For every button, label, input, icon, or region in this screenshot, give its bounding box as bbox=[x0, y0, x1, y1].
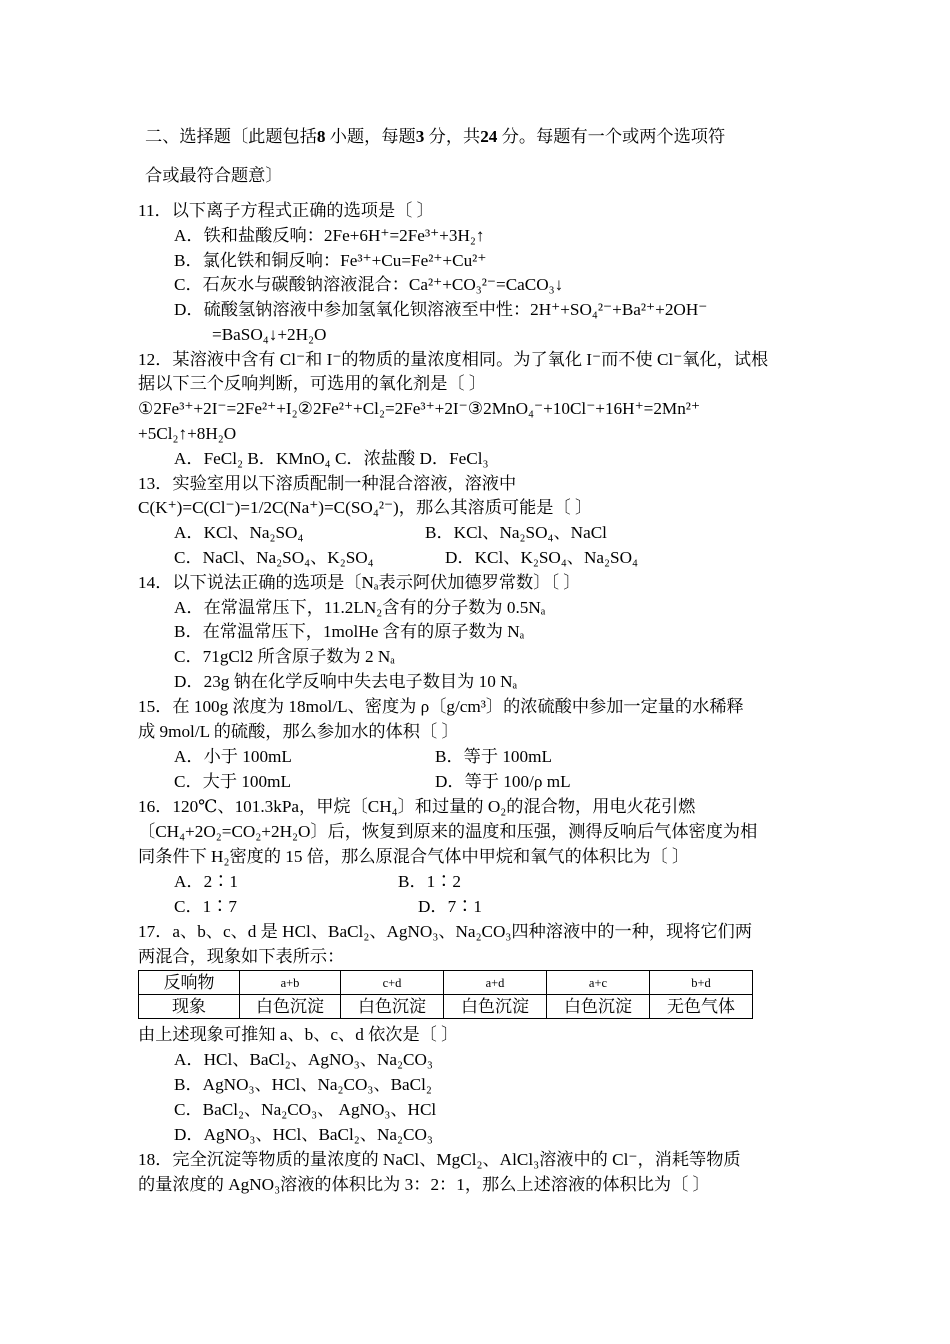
q17-option-d: D．AgNO₃、HCl、BaCl₂、Na₂CO₃ bbox=[174, 1125, 433, 1144]
table-cell: a+c bbox=[547, 971, 650, 995]
heading-total: 24 bbox=[480, 127, 498, 146]
table-header-row bbox=[139, 971, 753, 995]
q14-option-c: C．71gCl2 所含原子数为 2 Nₐ bbox=[174, 647, 395, 666]
heading-text: 分。每题有一个或两个选项符 bbox=[497, 127, 726, 146]
q11-option-b: B．氯化铁和铜反响：Fe³⁺+Cu=Fe²⁺+Cu²⁺ bbox=[174, 251, 487, 270]
q12-stem-cont: 据以下三个反响判断，可选用的氧化剂是〔 〕 bbox=[138, 374, 487, 393]
q13-stem: 13．实验室用以下溶质配制一种混合溶液，溶液中 bbox=[138, 474, 517, 493]
q16-stem-cont2: 同条件下 H₂密度的 15 倍，那么原混合气体中甲烷和氧气的体积比为〔 〕 bbox=[138, 847, 690, 866]
q15-option-d: D．等于 100/ρ mL bbox=[435, 772, 571, 791]
q13-option-b: B．KCl、Na₂SO₄、NaCl bbox=[425, 523, 607, 542]
q16-option-b: B．1∶2 bbox=[398, 872, 462, 891]
q15-option-c: C．大于 100mL bbox=[174, 772, 291, 791]
table-cell: a+d bbox=[444, 971, 547, 995]
table-cell: c+d bbox=[341, 971, 444, 995]
table-cell: 白色沉淀 bbox=[444, 995, 547, 1019]
table-cell: 现象 bbox=[139, 995, 240, 1019]
q15-option-a: A．小于 100mL bbox=[174, 747, 292, 766]
q12-options: A．FeCl₂ B．KMnO₄ C．浓盐酸 D．FeCl₃ bbox=[174, 449, 489, 468]
heading-count: 8 bbox=[316, 127, 326, 146]
table-cell: 反响物 bbox=[139, 971, 240, 995]
q14-stem: 14．以下说法正确的选项是〔Nₐ表示阿伏加德罗常数〕〔 〕 bbox=[138, 573, 581, 592]
q17-option-b: B．AgNO₃、HCl、Na₂CO₃、BaCl₂ bbox=[174, 1075, 432, 1094]
q13-option-a: A．KCl、Na₂SO₄ bbox=[174, 523, 304, 542]
q11-option-c: C．石灰水与碳酸钠溶液混合：Ca²⁺+CO₃²⁻=CaCO₃↓ bbox=[174, 275, 564, 294]
q16-option-c: C．1∶7 bbox=[174, 897, 238, 916]
q13-stem-cont: C(K⁺)=C(Cl⁻)=1/2C(Na⁺)=C(SO₄²⁻)，那么其溶质可能是〔 〕 bbox=[138, 498, 593, 517]
section-heading-cont: 合或最符合题意〕 bbox=[145, 166, 283, 185]
q13-option-d: D．KCl、K₂SO₄、Na₂SO₄ bbox=[445, 548, 638, 567]
q12-stem: 12．某溶液中含有 Cl⁻和 I⁻的物质的量浓度相同。为了氧化 I⁻而不使 Cl⁻氧化，试根 bbox=[138, 350, 769, 369]
table-cell: 白色沉淀 bbox=[547, 995, 650, 1019]
table-cell: 白色沉淀 bbox=[341, 995, 444, 1019]
table-cell: 白色沉淀 bbox=[240, 995, 341, 1019]
heading-text: 分，共 bbox=[424, 127, 481, 146]
q12-equations-cont: +5Cl₂↑+8H₂O bbox=[138, 424, 237, 443]
observation-table bbox=[138, 970, 753, 1019]
table-row bbox=[139, 995, 753, 1019]
heading-text: 小题，每题 bbox=[325, 127, 416, 146]
table-cell: 无色气体 bbox=[650, 995, 753, 1019]
q16-stem: 16．120℃、101.3kPa，甲烷〔CH₄〕和过量的 O₂的混合物，用电火花引燃 bbox=[138, 797, 696, 816]
q11-option-a: A．铁和盐酸反响：2Fe+6H⁺=2Fe³⁺+3H₂↑ bbox=[174, 226, 485, 245]
q14-option-b: B．在常温常压下，1molHe 含有的原子数为 Nₐ bbox=[174, 622, 525, 641]
q11-stem: 11．以下离子方程式正确的选项是〔 〕 bbox=[138, 201, 434, 220]
section-heading bbox=[145, 125, 725, 149]
heading-points: 3 bbox=[415, 127, 425, 146]
q15-option-b: B．等于 100mL bbox=[435, 747, 552, 766]
q17-stem-cont: 两混合，现象如下表所示： bbox=[138, 947, 345, 966]
q16-stem-cont: 〔CH₄+2O₂=CO₂+2H₂O〕后，恢复到原来的温度和压强，测得反响后气体密度为相 bbox=[138, 822, 758, 841]
q15-stem-cont: 成 9mol/L 的硫酸，那么参加水的体积〔 〕 bbox=[138, 722, 459, 741]
q16-option-d: D．7∶1 bbox=[418, 897, 482, 916]
q12-equations: ①2Fe³⁺+2I⁻=2Fe²⁺+I₂②2Fe²⁺+Cl₂=2Fe³⁺+2I⁻③2MnO₄⁻+10Cl⁻+16H⁺=2Mn²⁺ bbox=[138, 399, 701, 418]
q17-stem: 17．a、b、c、d 是 HCl、BaCl₂、AgNO₃、Na₂CO₃四种溶液中的一种，现将它们两 bbox=[138, 922, 753, 941]
q17-option-a: A．HCl、BaCl₂、AgNO₃、Na₂CO₃ bbox=[174, 1050, 433, 1069]
heading-text: 二、选择题〔此题包括 bbox=[145, 127, 317, 146]
q15-stem: 15．在 100g 浓度为 18mol/L、密度为 ρ〔g/cm³〕的浓硫酸中参加一定量的水稀释 bbox=[138, 697, 744, 716]
q16-option-a: A．2∶1 bbox=[174, 872, 238, 891]
q17-option-c: C．BaCl₂、Na₂CO₃、 AgNO₃、HCl bbox=[174, 1100, 437, 1119]
q18-stem-cont: 的量浓度的 AgNO₃溶液的体积比为 3：2：1，那么上述溶液的体积比为〔 〕 bbox=[138, 1175, 710, 1194]
q18-stem: 18．完全沉淀等物质的量浓度的 NaCl、MgCl₂、AlCl₃溶液中的 Cl⁻，消耗等物质 bbox=[138, 1150, 741, 1169]
q11-option-d: D．硫酸氢钠溶液中参加氢氧化钡溶液至中性：2H⁺+SO₄²⁻+Ba²⁺+2OH⁻ bbox=[174, 300, 708, 319]
q13-option-c: C．NaCl、Na₂SO₄、K₂SO₄ bbox=[174, 548, 374, 567]
q17-inference: 由上述现象可推知 a、b、c、d 依次是〔 〕 bbox=[138, 1025, 459, 1044]
q11-option-d-cont: =BaSO₄↓+2H₂O bbox=[212, 325, 327, 344]
q14-option-a: A．在常温常压下，11.2LN₂含有的分子数为 0.5Nₐ bbox=[174, 598, 546, 617]
table-cell: b+d bbox=[650, 971, 753, 995]
q14-option-d: D．23g 钠在化学反响中失去电子数目为 10 Nₐ bbox=[174, 672, 518, 691]
table-cell: a+b bbox=[240, 971, 341, 995]
